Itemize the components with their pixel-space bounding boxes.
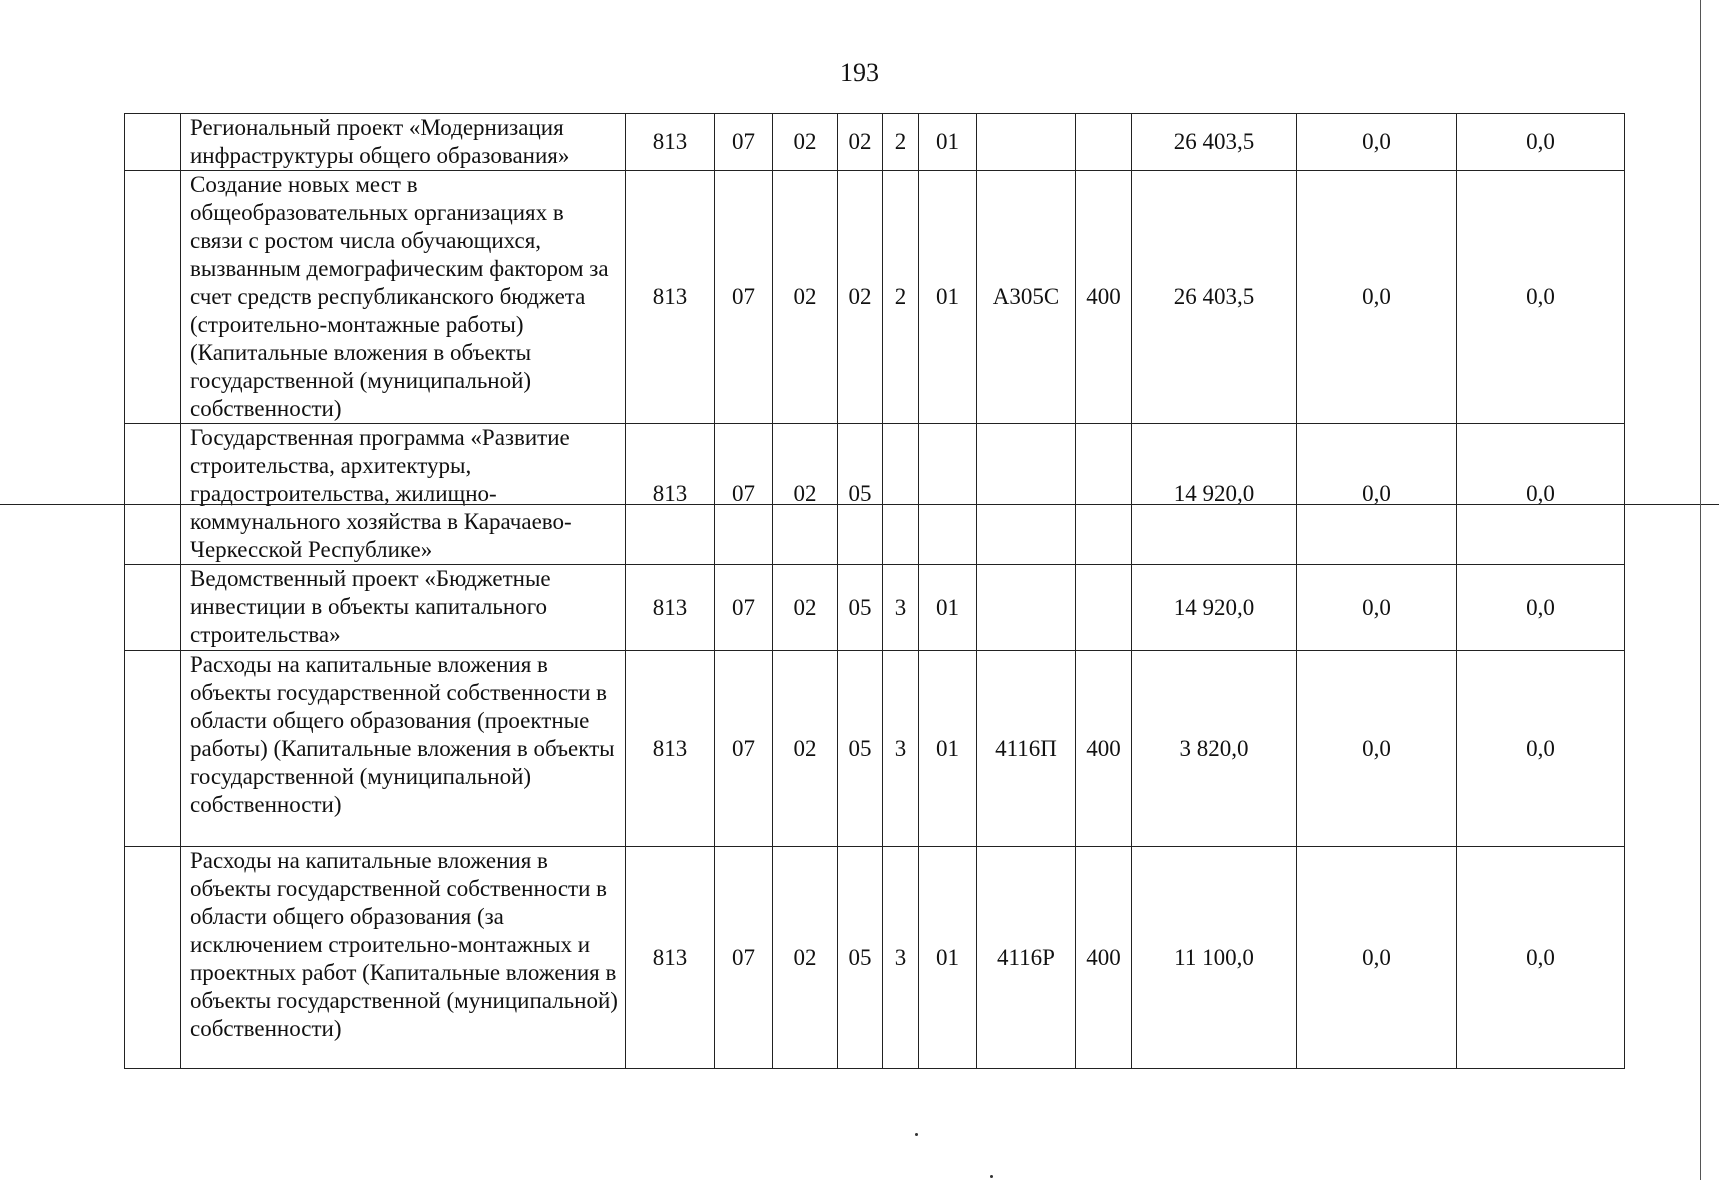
code-cell [977,565,1076,651]
row-number-cell [125,565,181,651]
amount-cell: 0,0 [1457,114,1625,171]
code-cell: 02 [773,847,838,1069]
code-cell: 01 [919,847,977,1069]
amount-cell: 0,0 [1457,424,1625,565]
code-cell [883,424,919,565]
code-cell: 4116П [977,651,1076,847]
amount-cell: 0,0 [1297,114,1457,171]
table-row [125,565,1625,651]
description-cell: Расходы на капитальные вложения в объекты государственной собственности в области общего образования (проектные работы) (Капитальные вложения в объекты государственной (муниципальной) собственности) [181,651,626,847]
code-cell: 813 [626,171,715,424]
description-cell: Региональный проект «Модернизация инфраструктуры общего образования» [181,114,626,171]
row-number-cell [125,171,181,424]
amount-cell: 0,0 [1457,651,1625,847]
table-row [125,847,1625,1069]
code-cell: 813 [626,114,715,171]
amount-cell: 14 920,0 [1132,565,1297,651]
code-cell: 07 [715,651,773,847]
amount-cell: 0,0 [1297,847,1457,1069]
code-cell: 01 [919,651,977,847]
code-cell: 813 [626,651,715,847]
code-cell [1076,565,1132,651]
row-number-cell [125,651,181,847]
code-cell: 400 [1076,171,1132,424]
scan-margin-line [1700,0,1701,1180]
scan-fold-line [0,504,1719,505]
table-row [125,171,1625,424]
code-cell: 4116Р [977,847,1076,1069]
code-cell: 02 [773,424,838,565]
code-cell [977,424,1076,565]
amount-cell: 0,0 [1297,651,1457,847]
code-cell: 05 [838,424,883,565]
scan-speck [915,1133,918,1136]
row-number-cell [125,114,181,171]
code-cell: 400 [1076,847,1132,1069]
row-number-cell [125,424,181,565]
code-cell: 3 [883,651,919,847]
table-row [125,651,1625,847]
code-cell: 07 [715,565,773,651]
code-cell [1076,424,1132,565]
code-cell: 02 [773,565,838,651]
code-cell: 02 [838,171,883,424]
amount-cell: 0,0 [1457,171,1625,424]
code-cell: 01 [919,565,977,651]
code-cell: 3 [883,565,919,651]
code-cell [977,114,1076,171]
code-cell: 07 [715,847,773,1069]
code-cell: 400 [1076,651,1132,847]
code-cell: 2 [883,114,919,171]
description-cell: Ведомственный проект «Бюджетные инвестиции в объекты капитального строительства» [181,565,626,651]
row-number-cell [125,847,181,1069]
code-cell: 07 [715,424,773,565]
code-cell: 05 [838,847,883,1069]
amount-cell: 0,0 [1297,171,1457,424]
code-cell: 02 [773,114,838,171]
code-cell: 01 [919,171,977,424]
code-cell: 813 [626,565,715,651]
amount-cell: 11 100,0 [1132,847,1297,1069]
amount-cell: 14 920,0 [1132,424,1297,565]
code-cell: 01 [919,114,977,171]
scan-speck [990,1175,993,1178]
code-cell: 813 [626,424,715,565]
code-cell: 813 [626,847,715,1069]
code-cell: 3 [883,847,919,1069]
amount-cell: 26 403,5 [1132,171,1297,424]
amount-cell: 0,0 [1297,565,1457,651]
code-cell [1076,114,1132,171]
code-cell: 07 [715,171,773,424]
code-cell: 07 [715,114,773,171]
table-row [125,424,1625,565]
description-cell: Расходы на капитальные вложения в объекты государственной собственности в области общего образования (за исключением строительно-монтажных и проектных работ (Капитальные вложения в объекты государственной (муниципальной) собственности) [181,847,626,1069]
code-cell: А305С [977,171,1076,424]
page-number: 193 [840,58,879,87]
amount-cell: 3 820,0 [1132,651,1297,847]
amount-cell: 26 403,5 [1132,114,1297,171]
description-cell: Государственная программа «Развитие строительства, архитектуры, градостроительства, жилищно-коммунального хозяйства в Карачаево-Черкесской Республике» [181,424,626,565]
code-cell: 05 [838,651,883,847]
amount-cell: 0,0 [1297,424,1457,565]
amount-cell: 0,0 [1457,847,1625,1069]
code-cell: 2 [883,171,919,424]
code-cell [919,424,977,565]
code-cell: 02 [773,651,838,847]
code-cell: 02 [773,171,838,424]
code-cell: 02 [838,114,883,171]
code-cell: 05 [838,565,883,651]
description-cell: Создание новых мест в общеобразовательных организациях в связи с ростом числа обучающихся, вызванным демографическим фактором за счет средств республиканского бюджета (строительно-монтажные работы) (Капитальные вложения в объекты государственной (муниципальной) собственности) [181,171,626,424]
amount-cell: 0,0 [1457,565,1625,651]
table-row [125,114,1625,171]
budget-table [124,113,1625,1069]
